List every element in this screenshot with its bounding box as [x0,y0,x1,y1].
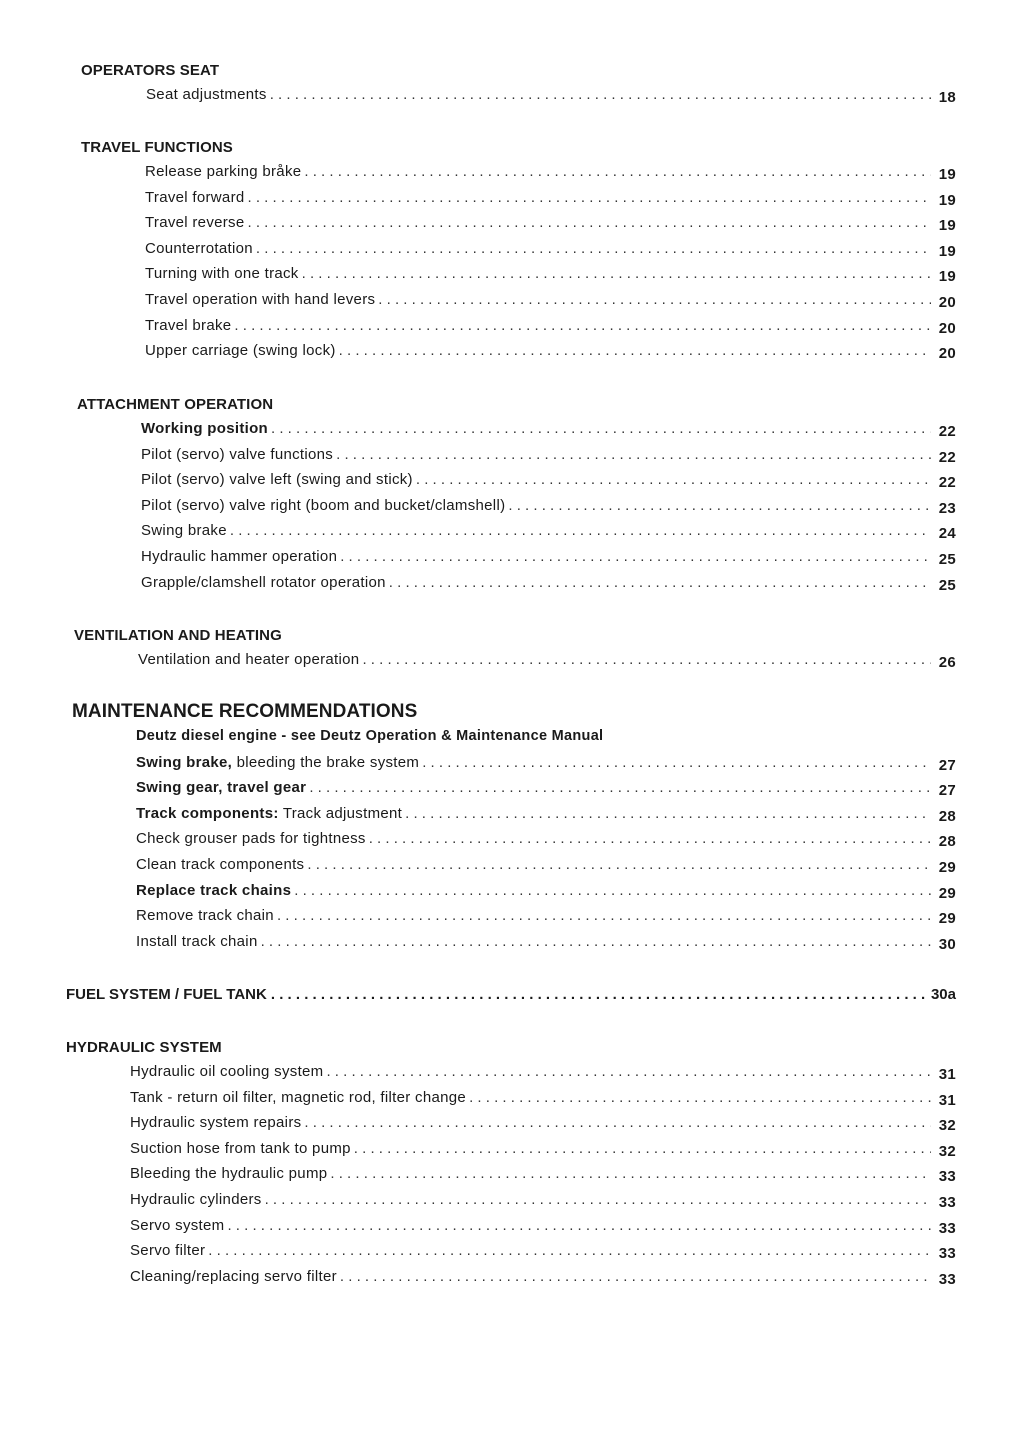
toc-entry-label-rest: bleeding the brake system [232,753,420,771]
leader-dots [362,651,931,668]
toc-entry-label [136,754,419,771]
leader-dots [227,1217,931,1234]
toc-section-travel-functions [81,139,956,368]
toc-page-number: 19 [938,268,956,286]
toc-entry-label: Swing brake [141,522,227,540]
toc-entry-label: Suction hose from tank to pump [130,1139,351,1157]
toc-entry-label: Pilot (servo) valve functions [141,445,334,463]
leader-dots [405,805,931,822]
toc-entry-label: Upper carriage (swing lock) [145,342,336,360]
toc-page-number: 32 [938,1142,956,1160]
leader-dots [256,240,931,257]
leader-dots [304,1114,931,1131]
toc-page-number: 20 [938,293,956,311]
leader-dots [369,830,931,847]
toc-entry-label: Pilot (servo) valve right (boom and bucket/clamshell) [141,496,506,514]
toc-section-ventilation-and-heating [74,627,956,677]
toc-entry-label: Bleeding the hydraulic pump [130,1165,328,1183]
toc-page-number: 18 [938,89,956,106]
toc-entry [145,265,956,291]
toc-entry [130,1114,956,1140]
leader-dots [389,574,931,591]
toc-entry-label: Check grouser pads for tightness [136,830,366,848]
leader-dots [469,1089,931,1106]
toc-page-number: 19 [938,191,956,209]
toc-entry [136,830,956,856]
leader-dots [271,986,927,1003]
toc-page-number: 30a [930,986,956,1003]
leader-dots [248,214,931,231]
toc-page-number: 29 [938,884,956,902]
toc-page-number: 25 [938,576,956,594]
toc-page-number: 28 [938,807,956,825]
toc-entry [136,856,956,882]
toc-page-number: 31 [938,1066,956,1083]
leader-dots [422,754,931,771]
toc-page-number: 19 [938,166,956,183]
leader-dots [270,86,931,103]
toc-entry-label [136,779,306,796]
toc-entry-label-bold: Swing brake, [136,753,233,771]
toc-page-number: 19 [938,242,956,260]
leader-dots [340,548,931,565]
leader-dots [208,1242,931,1259]
leader-dots [378,291,931,308]
toc-page-number: 33 [938,1168,956,1186]
toc-entry-label: Travel forward [145,188,245,206]
toc-page-number: 30 [938,935,956,953]
toc-entry-label: Tank - return oil filter, magnetic rod, filter change [130,1088,467,1106]
toc-entry-label: Working position [141,420,269,437]
toc-entry [136,907,956,933]
toc-entry-label: Turning with one track [145,265,299,283]
toc-entry-label: Cleaning/replacing servo filter [130,1267,337,1285]
toc-entry-label [136,805,402,822]
toc-entry [130,1191,956,1217]
leader-dots [277,907,931,924]
toc-entry [145,291,956,317]
toc-section-attachment-operation [77,396,956,599]
leader-dots [230,522,931,539]
leader-dots [309,779,931,796]
toc-page-number: 20 [938,319,956,337]
toc-entry [136,933,956,959]
section-heading: HYDRAULIC SYSTEM [66,1039,222,1056]
leader-dots [416,471,931,488]
leader-dots [339,342,931,359]
toc-entry-label: Seat adjustments [146,86,267,103]
toc-note [136,728,956,754]
toc-entry [146,86,956,112]
toc-entry [130,1268,956,1294]
toc-page-number: 33 [938,1219,956,1237]
toc-page-number: 23 [938,499,956,517]
toc-entry-label-bold: Track components: [136,804,279,822]
toc-entry-label-bold: Replace track chains [136,881,292,899]
section-heading: TRAVEL FUNCTIONS [81,139,233,156]
toc-entry [145,189,956,215]
toc-entry-label: Travel operation with hand levers [145,290,376,308]
section-heading: MAINTENANCE RECOMMENDATIONS [72,701,418,722]
toc-entry-label-rest: Track adjustment [278,804,403,822]
toc-entry-label: Hydraulic hammer operation [141,547,338,565]
toc-entry-label-bold: Swing gear, travel gear [136,779,307,797]
toc-page-number: 27 [938,756,956,774]
toc-page-number: 22 [938,423,956,440]
toc-entry-label: Hydraulic system repairs [130,1114,302,1132]
toc-page-number: 29 [938,910,956,928]
leader-dots [265,1191,931,1208]
toc-entry [145,342,956,368]
toc-note-label: Deutz diesel engine - see Deutz Operation & Maintenance Manual [136,728,604,744]
toc-entry-label: Grapple/clamshell rotator operation [141,573,386,591]
leader-dots [261,933,931,950]
toc-entry [145,317,956,343]
toc-entry-label: Hydraulic cylinders [130,1190,262,1208]
toc-page-number: 33 [938,1193,956,1211]
toc-entry-label: Ventilation and heater operation [138,651,360,668]
toc-entry [130,1140,956,1166]
toc-entry-label: Travel reverse [145,214,245,232]
toc-entry [145,240,956,266]
toc-page-number: 20 [938,345,956,363]
leader-dots [304,163,931,180]
toc-entry [136,805,956,831]
leader-dots [271,420,931,437]
toc-entry [130,1242,956,1268]
leader-dots [307,856,931,873]
toc-entry [136,754,956,780]
toc-entry [141,522,956,548]
toc-entry [138,651,956,677]
toc-page-number: 24 [938,525,956,543]
toc-page-number: 22 [938,474,956,492]
toc-page-number: 19 [938,217,956,235]
leader-dots [336,446,931,463]
toc-page-number: 29 [938,858,956,876]
toc-page-number: 33 [938,1270,956,1288]
leader-dots [302,265,931,282]
toc-page-number: 33 [938,1245,956,1263]
toc-page-number: 25 [938,550,956,568]
section-heading: FUEL SYSTEM / FUEL TANK [66,986,267,1003]
toc-entry-label [136,882,291,899]
toc-entry [145,214,956,240]
toc-entry [141,471,956,497]
section-heading: ATTACHMENT OPERATION [77,396,274,413]
toc-entry-label: Clean track components [136,855,305,873]
toc-entry-label: Servo filter [130,1242,206,1260]
toc-entry-label: Counterrotation [145,239,253,257]
toc-entry [145,163,956,189]
toc-page-number: 31 [938,1091,956,1109]
toc-entry-label: Remove track chain [136,907,274,925]
toc-entry-label: Release parking bråke [145,163,302,180]
toc-entry [141,420,956,446]
section-heading: OPERATORS SEAT [81,62,220,79]
toc-entry [130,1217,956,1243]
toc-entry [141,548,956,574]
leader-dots [508,497,931,514]
toc-entry [130,1063,956,1089]
toc-entry [141,446,956,472]
section-heading: VENTILATION AND HEATING [74,627,282,644]
toc-entry-label: Install track chain [136,932,258,950]
toc-entry [141,497,956,523]
toc-entry-label: Pilot (servo) valve left (swing and stick) [141,471,413,489]
toc-section-operators-seat [81,62,956,112]
toc-page-number: 32 [938,1117,956,1135]
toc-section-hydraulic-system [66,1039,956,1293]
leader-dots [330,1165,931,1182]
toc-page-number: 22 [938,448,956,466]
toc-entry [141,574,956,600]
leader-dots [326,1063,931,1080]
toc-section-fuel-system [66,986,956,1008]
toc-entry [136,882,956,908]
toc-section-maintenance-recommendations [72,700,956,958]
leader-dots [294,882,931,899]
toc-entry-label: Servo system [130,1216,225,1234]
toc-entry [136,779,956,805]
toc-page-number: 28 [938,833,956,851]
toc-entry-label: Hydraulic oil cooling system [130,1063,324,1080]
toc-entry [130,1089,956,1115]
toc-entry [130,1165,956,1191]
toc-entry-label: Travel brake [145,316,232,334]
leader-dots [248,189,931,206]
leader-dots [354,1140,931,1157]
toc-page-number: 26 [938,654,956,671]
toc-heading-entry [66,986,956,1008]
leader-dots [234,317,931,334]
toc-page-number: 27 [938,782,956,800]
leader-dots [340,1268,931,1285]
